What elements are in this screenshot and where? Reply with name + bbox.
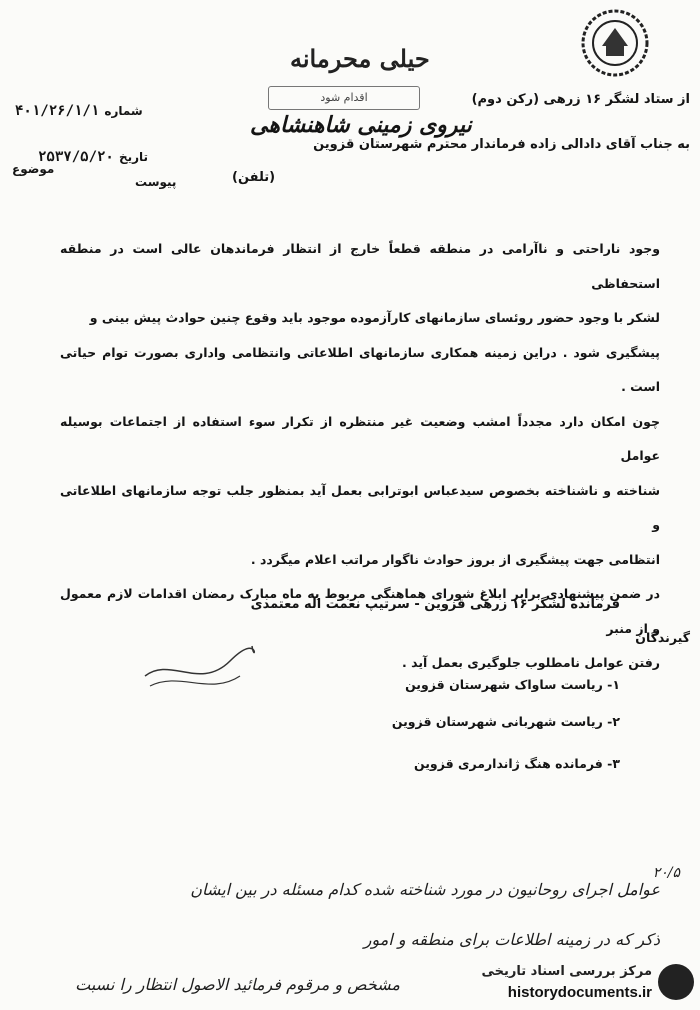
handwritten-margin-note: ۲۰/۵ [652,865,680,881]
recipient-item: ۲- ریاست شهربانی شهرستان قزوین [391,714,620,729]
body-line: چون امکان دارد مجدداً امشب وضعیت غیر منتظره از تکرار سوء استفاده از اجتماعات بوسیله عوامل [60,413,660,463]
signature-line: فرمانده لشگر ۱۶ زرهی قزوین - سرتیپ نعمت اله معتمدی [250,597,620,612]
body-line: لشکر با وجود حضور روئسای سازمانهای کارآزموده موجود باید وقوع چنین حوادث پیش بینی و [89,310,660,325]
letter-date [38,146,148,165]
recipient-line: به جناب آقای دادالی زاده فرماندار محترم شهرستان قزوین [313,137,690,152]
recipient-item: ۱- ریاست ساواک شهرستان قزوین [405,677,620,692]
letter-body [60,232,660,681]
body-line: انتظامی جهت پیشگیری از بروز حوادث ناگوار مراتب اعلام میگردد . [250,551,660,567]
attachment-label: پیوست [135,175,177,189]
subject-label: موضوع [12,162,55,176]
sender-line: از ستاد لشگر ۱۶ زرهی (رکن دوم) [471,92,690,107]
army-title: نیروی زمینی شاهنشاهی [250,112,472,138]
letter-number-value: ۴۰۱/۲۶/۱/۱ [15,103,100,119]
handwritten-note: مشخص و مرقوم فرمائید الاصول انتظار را نسبت [75,975,400,994]
urgent-note: (تلفن) [232,170,276,185]
body-line: وجود ناراحتی و ناآرامی در منطقه قطعاً خارج از انتظار فرماندهان عالی است در منطقه استحفاظی [60,241,660,291]
body-line: در ضمن پیشنهادی برابر ابلاغ شورای هماهنگی مربوط به ماه مبارک رمضان اقدامات لازم معمول و از منبر [60,586,660,636]
watermark [418,962,700,1008]
letter-number-label: شماره [104,104,143,118]
watermark-url: historydocuments.ir [507,984,652,1001]
letter-date-label: تاریخ [118,150,149,164]
signature-scribble [140,636,260,696]
classification-stamp: حیلی محرمانه [290,44,430,73]
action-stamp: اقدام شود [268,86,420,110]
handwritten-note: عوامل اجرای روحانیون در مورد شناخته شده کدام مسئله در بین ایشان [190,880,660,899]
body-line: رفتن عوامل نامطلوب جلوگیری بعمل آید . [402,655,660,670]
handwritten-note: ذکر که در زمینه اطلاعات برای منطقه و امور [363,930,660,949]
recipients-label: گیرندگان [635,630,690,645]
body-line: پیشگیری شود . دراین زمینه همکاری سازمانهای اطلاعاتی وانتظامی واداری بصورت توام حیاتی است . [60,344,660,394]
recipient-item: ۳- فرمانده هنگ ژاندارمری قزوین [413,756,620,771]
body-line: شناخته و ناشناخته بخصوص سیدعباس ابوترابی بعمل آید بمنظور جلب توجه سازمانهای اطلاعاتی و [60,482,660,532]
archive-logo-icon [658,964,694,1000]
watermark-title: مرکز بررسی اسناد تاریخی [481,964,652,979]
letter-number [15,100,143,119]
letter-date-value: ۲۵۳۷/۵/۲۰ [38,149,114,165]
imperial-emblem-icon [580,8,650,78]
